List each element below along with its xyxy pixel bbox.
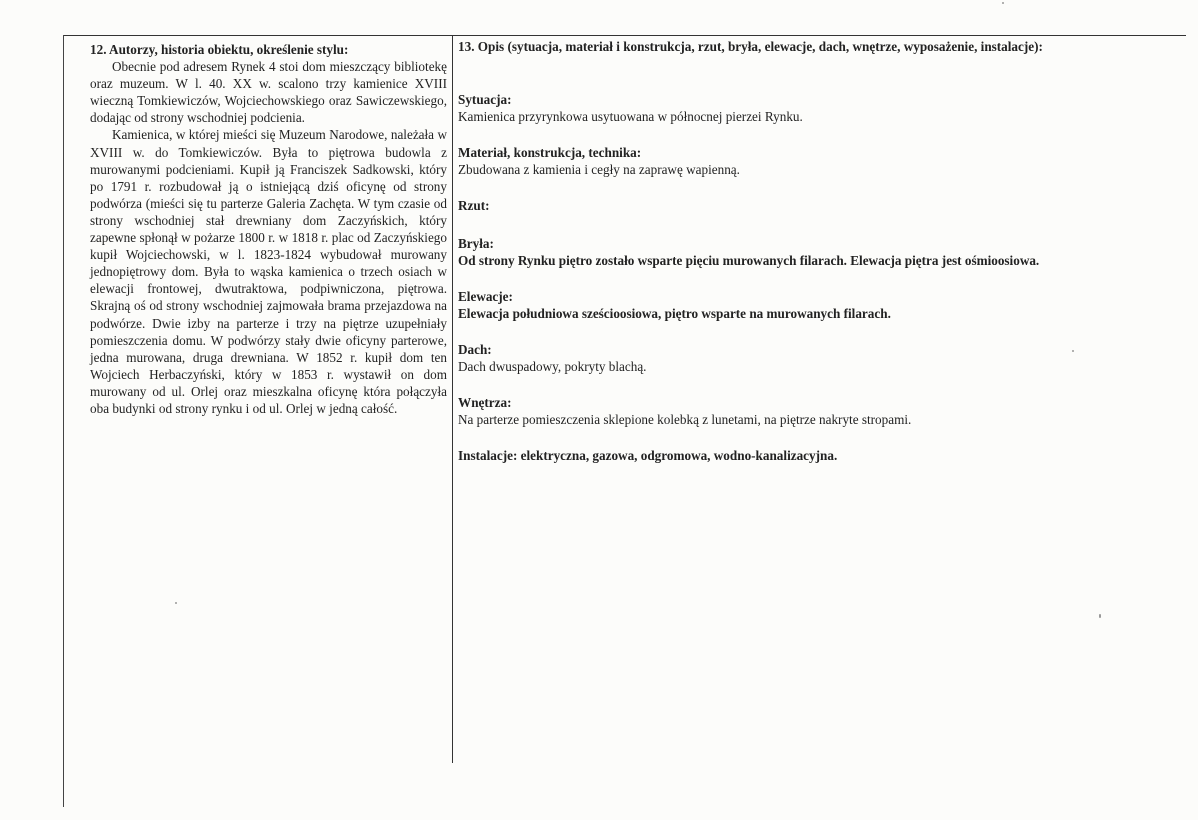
section-material	[458, 144, 1098, 178]
scan-speck	[175, 602, 177, 604]
history-paragraph-1: Obecnie pod adresem Rynek 4 stoi dom mieszczący bibliotekę oraz muzeum. W l. 40. XX w. scalono trzy kamienice XVIII wieczną Tomkiewiczów, Wojciechowskiego oraz Sawiczewskiego, dodając od strony wschodniej podcienia.	[90, 59, 447, 126]
section-interiors	[458, 394, 1098, 428]
section-text: Elewacja południowa sześcioosiowa, piętro wsparte na murowanych filarach.	[458, 306, 891, 322]
section-label: Rzut:	[458, 198, 490, 213]
section-form	[458, 235, 1098, 269]
section-label: Bryła:	[458, 236, 494, 251]
section-situation	[458, 91, 1098, 125]
history-column	[90, 41, 447, 417]
table-left-border	[63, 35, 64, 807]
section-text: Od strony Rynku piętro zostało wsparte pięciu murowanych filarach. Elewacja piętra jest ośmioosiowa.	[458, 253, 1040, 269]
section-label: Materiał, konstrukcja, technika:	[458, 145, 642, 160]
description-column	[458, 38, 1098, 463]
history-heading: 12. Autorzy, historia obiektu, określenie stylu:	[90, 42, 349, 57]
section-label: Sytuacja:	[458, 92, 512, 107]
section-label: Dach:	[458, 342, 492, 357]
section-label: Instalacje:	[458, 448, 518, 463]
scan-speck	[1072, 350, 1074, 352]
description-heading: 13. Opis (sytuacja, materiał i konstrukcja, rzut, bryła, elewacje, dach, wnętrze, wyposażenie, instalacje):	[458, 39, 1043, 54]
section-plan	[458, 197, 1098, 214]
section-elevations	[458, 288, 1098, 322]
section-text: Zbudowana z kamienia i cegły na zaprawę wapienną.	[458, 162, 740, 178]
history-paragraph-2: Kamienica, w której mieści się Muzeum Narodowe, należała w XVIII w. do Tomkiewiczów. Była to piętrowa budowla z murowanymi podcieniami. Kupił ją Franciszek Sadkowski, który po 1791 r. rozbudował ją o istniejącą dziś oficynę od strony podwórza (mieści się tu parterze Galeria Zachęta. W tym czasie od strony wschodniej stał drewniany dom Zaczyńskich, który zapewne spłonął w pożarze 1800 r. w 1818 r. plac od Zaczyńskiego kupił Wojciechowski, w l. 1823-1824 wybudował murowany jednopiętrowy dom. Była to wąska kamienica o trzech osiach w elewacji frontowej, dwutraktowa, podpiwniczona, piętrowa. Skrajną oś od strony wschodniej zajmowała brama przejazdowa na podwórze. Dwie izby na parterze i trzy na piętrze uzupełniały pomieszczenia domu. W podwórzy stały dwie oficyny parterowe, jedna murowana, druga drewniana. W 1852 r. kupił dom ten Wojciech Herbaczyński, który w 1853 r. wystawił on dom murowany od ul. Orlej oraz mieszkalna oficynę która połączyła oba budynki od strony rynku i od ul. Orlej w jedną całość.	[90, 127, 447, 416]
scan-speck	[1099, 614, 1101, 618]
section-roof	[458, 341, 1098, 375]
section-text: Na parterze pomieszczenia sklepione kolebką z lunetami, na piętrze nakryte stropami.	[458, 412, 912, 428]
section-text: elektryczna, gazowa, odgromowa, wodno-kanalizacyjna.	[520, 448, 838, 463]
section-label: Elewacje:	[458, 289, 513, 304]
section-text: Kamienica przyrynkowa usytuowana w północnej pierzei Rynku.	[458, 109, 803, 125]
section-installations	[458, 447, 1098, 464]
table-top-border	[64, 35, 1186, 36]
scan-speck	[1002, 2, 1004, 4]
column-divider	[452, 35, 453, 763]
section-text: Dach dwuspadowy, pokryty blachą.	[458, 359, 647, 375]
section-label: Wnętrza:	[458, 395, 512, 410]
